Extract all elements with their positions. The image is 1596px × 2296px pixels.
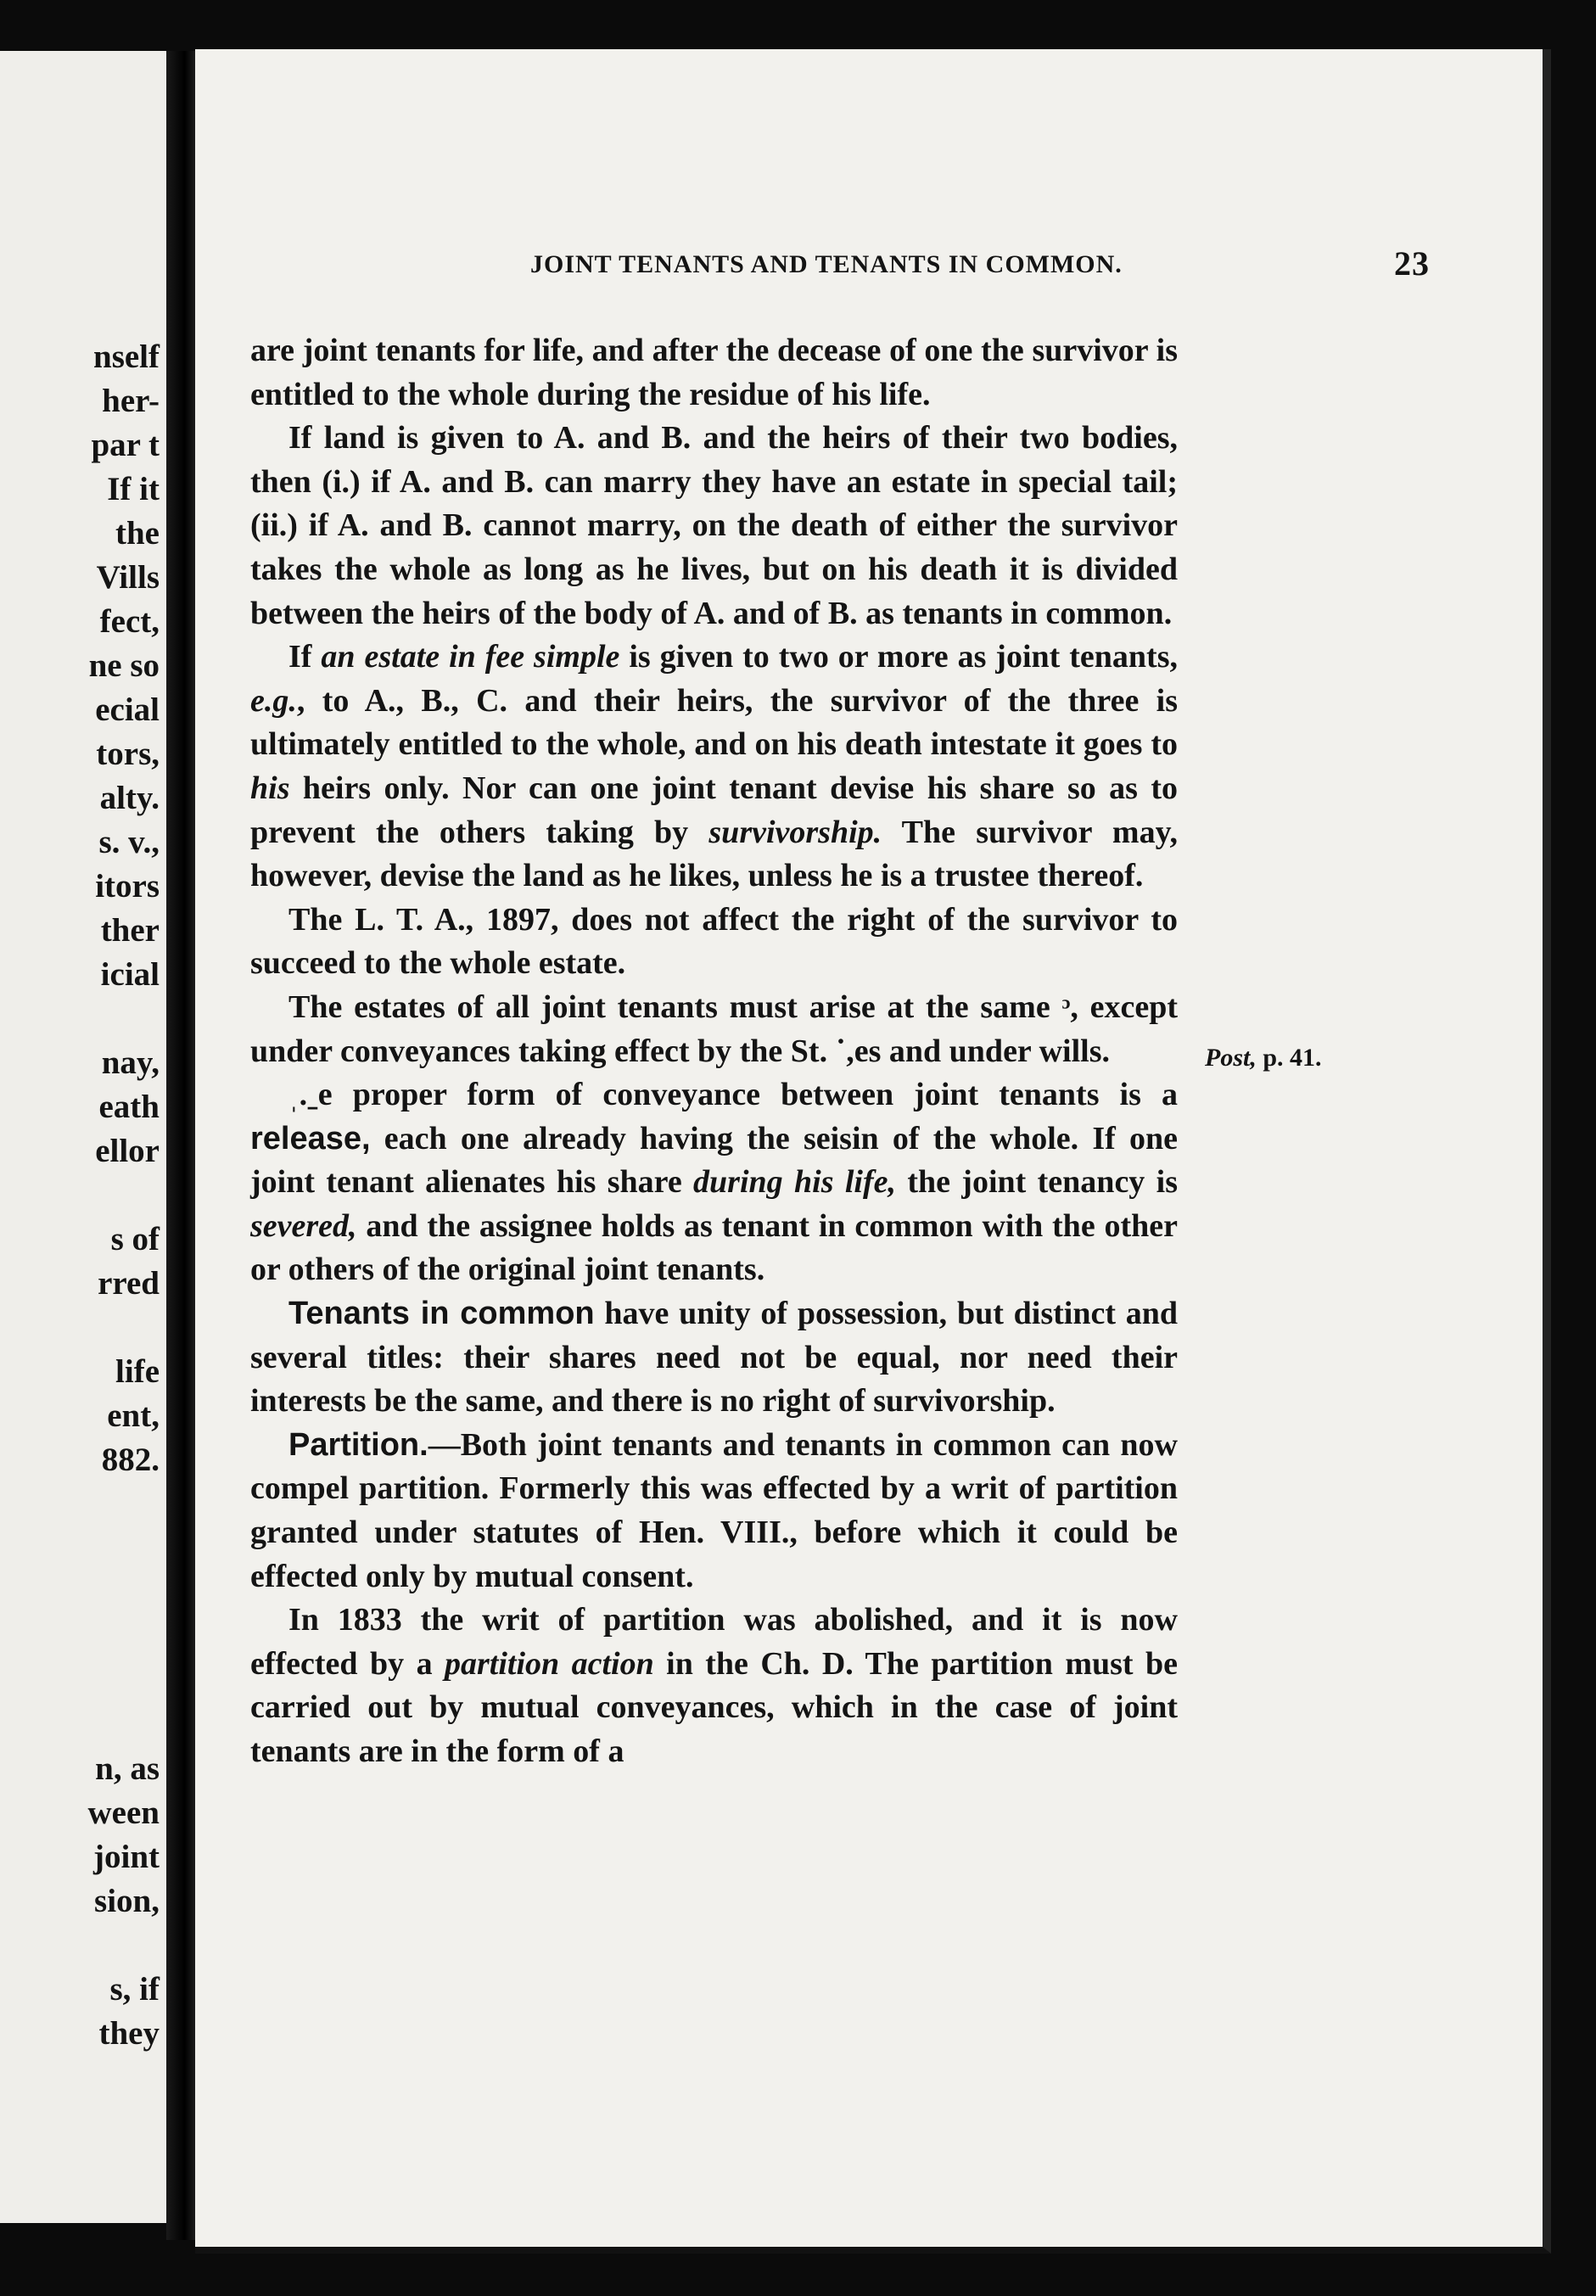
facing-page-fragment: If it	[107, 471, 160, 507]
facing-page-fragment: ecial	[95, 692, 160, 728]
paragraph-4: The L. T. A., 1897, does not affect the right of the survivor to succeed to the whole estate.	[250, 901, 1178, 982]
paragraph-2: If land is given to A. and B. and the heirs of their two bodies, then (i.) if A. and B. can marry they have an estate in special tail; (ii.) if A. and B. cannot marry, on the death of either the survivor takes the whole as long as he lives, but on his death it is divided between the heirs of the body of A. and of B. as tenants in common.	[250, 420, 1178, 631]
facing-page-fragment: sion,	[94, 1883, 160, 1919]
facing-page-fragment: they	[98, 2015, 160, 2052]
facing-page-fragment: eath	[98, 1089, 160, 1125]
heading-tenants-in-common: Tenants in common	[288, 1296, 595, 1332]
facing-page	[0, 51, 170, 2223]
body-text	[250, 329, 1178, 1774]
paragraph-9: In 1833 the writ of partition was abolished, and it is now effected by a partition action in the Ch. D. The partition must be carried out by mutual conveyances, which in the case of joint tenants are in the form of a	[250, 1602, 1178, 1769]
paragraph-1: are joint tenants for life, and after the decease of one the survivor is entitled to the whole during the residue of his life.	[250, 333, 1178, 412]
facing-page-fragment: par t	[91, 427, 160, 463]
facing-page-fragment: icial	[100, 956, 160, 993]
book-page	[195, 49, 1551, 2254]
facing-page-fragment: tors,	[96, 736, 160, 772]
facing-page-fragment: alty.	[99, 780, 160, 816]
facing-page-fragment	[88, 1173, 160, 1218]
facing-page-fragment: s. v.,	[98, 824, 160, 860]
paragraph-7: Tenants in common have unity of possession, but distinct and several titles: their shares need not be equal, nor need their interests be the same, and there is no right of survivorship.	[250, 1296, 1179, 1420]
facing-page-text	[88, 335, 160, 2056]
facing-page-fragment: ther	[100, 912, 160, 949]
facing-page-fragment: joint	[93, 1839, 160, 1875]
facing-page-fragment: Vills	[96, 559, 160, 596]
paragraph-8: Partition.—Both joint tenants and tenants in common can now compel partition. Formerly this was effected by a writ of partition granted under statutes of Hen. VIII., before which it could be effected only by mutual consent.	[250, 1426, 1178, 1594]
paragraph-6: ˌ.ˍe proper form of conveyance between joint tenants is a release, each one already having the seisin of the whole. If one joint tenant alienates his share during his life, the joint tenancy is severed, and the assignee holds as tenant in common with the other or others of the original joint tenants.	[250, 1077, 1178, 1288]
facing-page-fragment: nay,	[101, 1044, 160, 1081]
facing-page-fragment: nself	[93, 339, 160, 375]
facing-page-fragment: ween	[87, 1795, 160, 1831]
facing-page-fragment	[88, 1924, 160, 1968]
margin-note: Post, p. 41.	[1205, 1044, 1322, 1072]
facing-page-fragment: life	[115, 1353, 160, 1390]
facing-page-fragment	[88, 1703, 160, 1747]
facing-page-fragment: ent,	[107, 1397, 160, 1434]
facing-page-fragment: s of	[110, 1221, 160, 1257]
facing-page-fragment: itors	[95, 868, 160, 904]
facing-page-fragment: rred	[98, 1265, 160, 1302]
page-number: 23	[1394, 244, 1430, 283]
paragraph-5: The estates of all joint tenants must arise at the same ᵓ, except under conveyances taking effect by the St. ˙,es and under wills.	[250, 988, 1178, 1069]
facing-page-fragment	[88, 1659, 160, 1703]
heading-partition: Partition.	[288, 1426, 428, 1463]
facing-page-fragment: n, as	[95, 1750, 160, 1787]
facing-page-fragment: ne so	[88, 647, 160, 684]
facing-page-fragment	[88, 997, 160, 1041]
facing-page-fragment: ellor	[95, 1133, 160, 1169]
facing-page-fragment: the	[115, 515, 160, 552]
facing-page-fragment	[88, 1615, 160, 1659]
facing-page-fragment: fect,	[99, 603, 160, 640]
facing-page-fragment: her-	[102, 383, 160, 419]
running-head-title: JOINT TENANTS AND TENANTS IN COMMON.	[530, 250, 1123, 278]
facing-page-fragment: s, if	[109, 1971, 160, 2008]
facing-page-fragment	[88, 1306, 160, 1350]
facing-page-fragment	[88, 1526, 160, 1571]
facing-page-fragment: 882.	[101, 1442, 160, 1478]
facing-page-fragment	[88, 1482, 160, 1526]
facing-page-fragment	[88, 1571, 160, 1615]
paragraph-3: If an estate in fee simple is given to two or more as joint tenants, e.g., to A., B., C. and their heirs, the survivor of the three is ultimately entitled to the whole, and on his death intestate it goes to his heirs only. Nor can one joint tenant devise his share so as to prevent the others taking by survivorship. The survivor may, however, devise the land as he likes, unless he is a trustee thereof.	[250, 639, 1178, 894]
book-gutter	[166, 51, 197, 2240]
